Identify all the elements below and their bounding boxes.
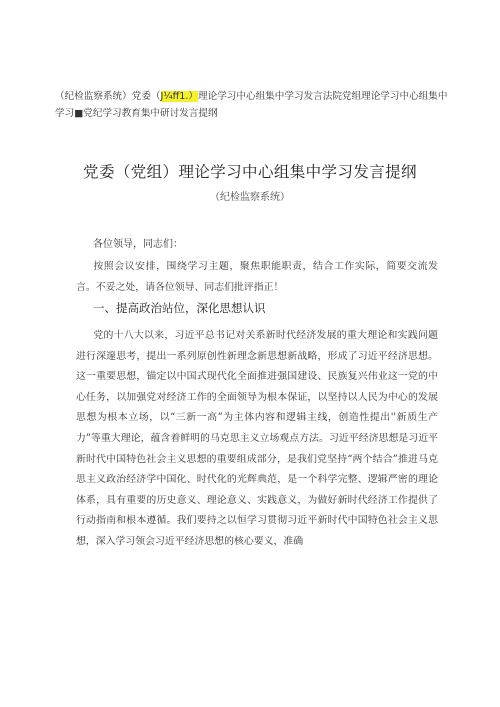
section-heading-1: 一、提高政治站位，深化思想认识 <box>93 301 266 315</box>
document-subtitle: （纪检监察系统） <box>210 192 290 203</box>
section-1-paragraph: 党的十八大以来，习近平总书记对关系新时代经济发展的重大理论和实践问题进行深邃思考，提出一系列原创性新理念新思想新战略，形成了习近平经济思想。这一重要思想，锚定以中国式现代化全面推进强国建设、民族复兴伟业这一党的中心任务，以加强党对经济工作的全面领导为根本保证，以坚持以人民为中心的发展思想为根本立场，以“三新一高”为主体内容和逻辑主线，创造性提出''新质生产力”等重大理论，蕴含着鲜明的马克思主义立场观点方法。习近平经济思想是习近平新时代中国特色社会主义思想的重要组成部分，是我们党坚持“两个结合”推进马克思主义政治经济学中国化、时代化的光辉典范，是一个科学完整、逻辑严密的理论体系，具有重要的历史意义、理论意义、实践意义，为做好新时代经济工作提供了行动指南和根本遵循。我们要持之以恒学习贯彻习近平新时代中国特色社会主义思想，深入学习领会习近平经济思想的核心要义，准确 <box>76 330 438 547</box>
intro-paragraph: 按照会议安排，围绕学习主题，聚焦职能职责，结合工作实际，简要交流发言。不妥之处，请各位领导、同志们批评指正！ <box>76 261 438 293</box>
highlighted-text: J¼ff1.） <box>160 91 199 102</box>
document-header <box>55 88 455 122</box>
document-title: 党委（党组）理论学习中心组集中学习发言提纲 <box>83 163 417 181</box>
salutation: 各位领导，同志们： <box>93 239 183 250</box>
header-text-end: 理论学习中心组集中学习发言法院党组理论学习中心组集中学习■党纪学习教育集中研讨发言提纲 <box>55 91 448 119</box>
header-text-start: （纪检监察系统）党委（ <box>55 91 161 102</box>
